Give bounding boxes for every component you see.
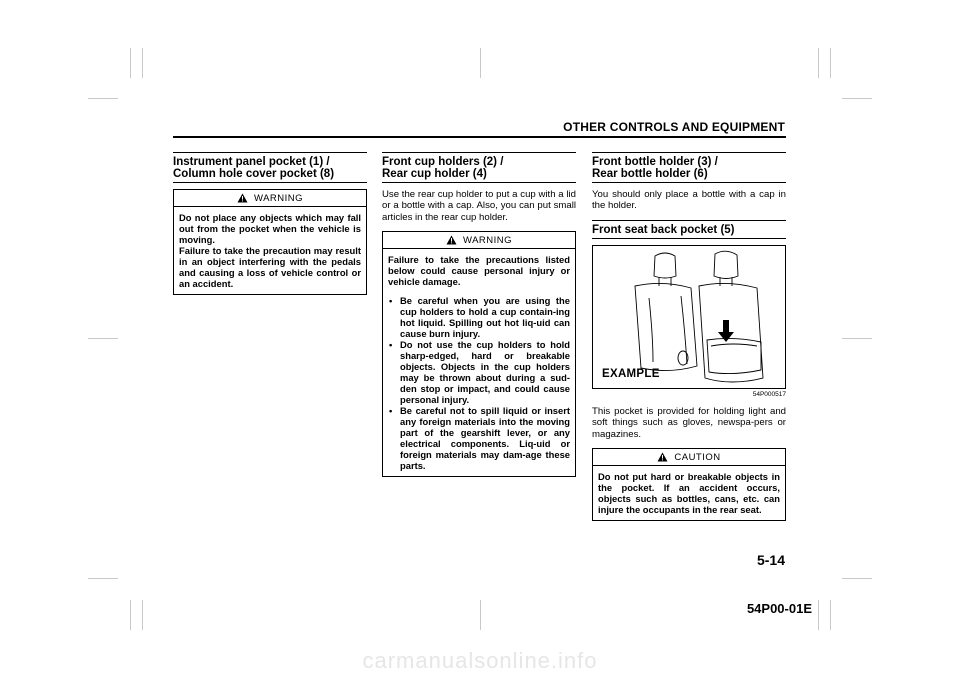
seat-back-pocket-illustration: [592, 245, 786, 389]
section-title-seat-back-pocket: Front seat back pocket (5): [592, 220, 786, 239]
crop-mark: [88, 338, 118, 339]
figure-code: 54P000517: [752, 390, 786, 398]
list-item: • Be careful when you are using the cup holders to hold a cup contain-ing hot liquid. Spilling out hot liq-uid can cause burn injury.: [388, 295, 570, 339]
section-title-cup-holders: Front cup holders (2) / Rear cup holder (4): [382, 152, 576, 183]
caution-box: [592, 448, 786, 521]
warning-triangle-icon: [446, 235, 457, 245]
crop-mark: [142, 600, 143, 630]
warning-header: [383, 232, 575, 249]
cup-holder-text: Use the rear cup holder to put a cup with a lid or a bottle with a cap. Also, you can put small articles in the rear cup holder.: [382, 189, 576, 223]
crop-mark: [830, 48, 831, 78]
warning-list: [388, 295, 570, 471]
seat-pocket-text: This pocket is provided for holding light and soft things such as gloves, newspa-pers or magazines.: [592, 405, 786, 440]
watermark: carmanualsonline.info: [362, 648, 598, 673]
page-number: 5-14: [756, 552, 785, 568]
running-head: OTHER CONTROLS AND EQUIPMENT: [563, 120, 785, 134]
warning-header: [174, 190, 366, 207]
figure-label: EXAMPLE: [602, 367, 660, 380]
crop-mark: [130, 48, 131, 78]
crop-mark: [830, 600, 831, 630]
crop-mark: [842, 578, 872, 579]
document-code: 54P00-01E: [746, 601, 812, 616]
warning-label: WARNING: [462, 234, 513, 246]
crop-mark: [480, 600, 481, 630]
header-rule: [173, 136, 786, 138]
crop-mark: [130, 600, 131, 630]
crop-mark: [142, 48, 143, 78]
crop-mark: [88, 98, 118, 99]
column-2: [382, 152, 576, 485]
crop-mark: [842, 98, 872, 99]
crop-mark: [818, 48, 819, 78]
caution-text: Do not put hard or breakable objects in the pocket. If an accident occurs, objects such as bottles, cans, etc. can injure the occupants in the rear seat.: [598, 471, 780, 516]
warning-triangle-icon: [657, 452, 668, 462]
column-3: [592, 152, 786, 529]
warning-triangle-icon: [237, 193, 248, 203]
section-title-instrument-pocket: Instrument panel pocket (1) / Column hole cover pocket (8): [173, 152, 367, 183]
warning-text: Do not place any objects which may fall out from the pocket when the vehicle is moving. Failure to take the precaution may result in an object interfering with the pedals and causing a loss of vehicle control or an accident.: [179, 212, 361, 289]
list-item: • Do not use the cup holders to hold sharp-edged, hard or breakable objects. Objects in the cup holders may be thrown about during a sud-den stop or impact, and could cause personal injury.: [388, 339, 570, 405]
caution-header: [593, 449, 785, 466]
warning-text: Failure to take the precautions listed below could cause personal injury or vehicle damage. • Be careful when you are using the cup holders to hold a cup contain-ing hot liquid. Spilling out hot liq-uid can cause burn injury. • Do not use the cup holders to hold sharp-edged, hard or breakable objects. Objects in the cup holders may be thrown about during a sud-den stop or impact, and could cause personal injury. • Be careful not to spill liquid or insert any foreign materials into the moving part of the gearshift lever, or any electrical components. Liq-uid or foreign materials may dam-age these parts.: [383, 249, 575, 476]
crop-mark: [88, 578, 118, 579]
list-item: • Be careful not to spill liquid or insert any foreign materials into the moving part of the gearshift lever, or any electrical components. Liq-uid or foreign materials may dam-age these parts.: [388, 405, 570, 471]
warning-label: WARNING: [253, 192, 304, 204]
seat-illustration-icon: [593, 246, 787, 388]
crop-mark: [842, 338, 872, 339]
crop-mark: [480, 48, 481, 78]
crop-mark: [818, 600, 819, 630]
column-1: [173, 152, 367, 303]
caution-label: CAUTION: [674, 451, 721, 463]
warning-box: [173, 189, 367, 295]
warning-box: [382, 231, 576, 477]
section-title-bottle-holders: Front bottle holder (3) / Rear bottle holder (6): [592, 152, 786, 183]
bottle-holder-text: You should only place a bottle with a cap in the holder.: [592, 189, 786, 212]
